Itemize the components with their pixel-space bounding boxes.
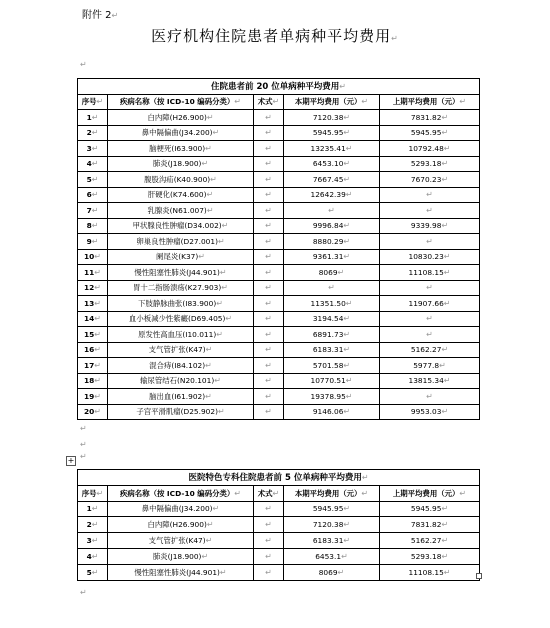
cell-procedure: ↵ — [254, 187, 284, 203]
cell-previous-avg-cost: 13815.34↵ — [380, 373, 480, 389]
cell-previous-avg-cost: ↵ — [380, 311, 480, 327]
cell-current-avg-cost: 6183.31↵ — [284, 533, 380, 549]
cell-previous-avg-cost: 5945.95↵ — [380, 501, 480, 517]
cell-row-number: 6↵ — [78, 187, 108, 203]
cell-disease-name: 肝硬化(K74.600)↵ — [108, 187, 254, 203]
cell-current-avg-cost: ↵ — [284, 203, 380, 219]
cell-disease-name: 肺炎(J18.900)↵ — [108, 548, 254, 564]
cell-current-avg-cost: 13235.41↵ — [284, 141, 380, 157]
cell-disease-name: 原发性高血压(I10.011)↵ — [108, 327, 254, 343]
table-row — [78, 342, 480, 358]
cell-row-number: 16↵ — [78, 342, 108, 358]
cell-procedure: ↵ — [254, 172, 284, 188]
cell-row-number: 7↵ — [78, 203, 108, 219]
cell-current-avg-cost: 11351.50↵ — [284, 296, 380, 312]
table-row — [78, 373, 480, 389]
cell-disease-name: 下肢静脉曲张(I83.900)↵ — [108, 296, 254, 312]
cell-disease-name: 胃十二指肠溃疡(K27.903)↵ — [108, 280, 254, 296]
cell-row-number: 14↵ — [78, 311, 108, 327]
cell-row-number: 3↵ — [78, 141, 108, 157]
cell-previous-avg-cost: ↵ — [380, 203, 480, 219]
cell-current-avg-cost: 6891.73↵ — [284, 327, 380, 343]
cell-procedure: ↵ — [254, 404, 284, 420]
cell-current-avg-cost: 6183.31↵ — [284, 342, 380, 358]
cell-disease-name: 白内障(H26.900)↵ — [108, 517, 254, 533]
table-row — [78, 404, 480, 420]
cell-row-number: 4↵ — [78, 156, 108, 172]
cell-previous-avg-cost: 5945.95↵ — [380, 125, 480, 141]
cell-procedure: ↵ — [254, 501, 284, 517]
cell-current-avg-cost: 7120.38↵ — [284, 110, 380, 126]
cell-current-avg-cost: 10770.51↵ — [284, 373, 380, 389]
cell-procedure: ↵ — [254, 373, 284, 389]
cell-row-number: 1↵ — [78, 501, 108, 517]
table-row — [78, 311, 480, 327]
cell-current-avg-cost: 5945.95↵ — [284, 125, 380, 141]
table-row — [78, 156, 480, 172]
cell-procedure: ↵ — [254, 327, 284, 343]
table-caption: 住院患者前 20 位单病种平均费用↵ — [78, 79, 480, 95]
table-row — [78, 249, 480, 265]
cell-procedure: ↵ — [254, 280, 284, 296]
table-row — [78, 548, 480, 564]
table-header-row — [78, 485, 480, 501]
cell-current-avg-cost: 12642.39↵ — [284, 187, 380, 203]
cell-disease-name: 阑尾炎(K37)↵ — [108, 249, 254, 265]
cell-row-number: 10↵ — [78, 249, 108, 265]
table-caption: 医院特色专科住院患者前 5 位单病种平均费用↵ — [78, 470, 480, 486]
cell-procedure: ↵ — [254, 564, 284, 580]
header-current-avg-cost: 本期平均费用（元）↵ — [284, 94, 380, 110]
cell-row-number: 18↵ — [78, 373, 108, 389]
cell-current-avg-cost: 7120.38↵ — [284, 517, 380, 533]
cell-procedure: ↵ — [254, 265, 284, 281]
cell-previous-avg-cost: 7831.82↵ — [380, 517, 480, 533]
cell-row-number: 13↵ — [78, 296, 108, 312]
table-row — [78, 327, 480, 343]
cell-disease-name: 子宫平滑肌瘤(D25.902)↵ — [108, 404, 254, 420]
cell-row-number: 1↵ — [78, 110, 108, 126]
cell-previous-avg-cost: 10830.23↵ — [380, 249, 480, 265]
cell-disease-name: 混合痔(I84.102)↵ — [108, 358, 254, 374]
cell-row-number: 19↵ — [78, 389, 108, 405]
cell-procedure: ↵ — [254, 125, 284, 141]
header-row-number: 序号↵ — [78, 485, 108, 501]
cell-previous-avg-cost: 11108.15↵ — [380, 265, 480, 281]
cell-disease-name: 输尿管结石(N20.101)↵ — [108, 373, 254, 389]
table-row — [78, 517, 480, 533]
cell-current-avg-cost: 5701.58↵ — [284, 358, 380, 374]
cell-current-avg-cost: 9146.06↵ — [284, 404, 380, 420]
table-row — [78, 141, 480, 157]
cell-row-number: 9↵ — [78, 234, 108, 250]
document-title: 医疗机构住院患者单病种平均费用↵ — [151, 27, 399, 45]
table-row — [78, 218, 480, 234]
cell-row-number: 3↵ — [78, 533, 108, 549]
cell-procedure: ↵ — [254, 358, 284, 374]
table-row — [78, 172, 480, 188]
cell-previous-avg-cost: 5293.18↵ — [380, 548, 480, 564]
cell-current-avg-cost: 8069↵ — [284, 265, 380, 281]
top20-table — [77, 78, 480, 420]
cell-previous-avg-cost: ↵ — [380, 280, 480, 296]
table-row — [78, 280, 480, 296]
table-row — [78, 125, 480, 141]
specialty-top5-table — [77, 469, 480, 581]
cell-previous-avg-cost: 10792.48↵ — [380, 141, 480, 157]
table-row — [78, 265, 480, 281]
table-row — [78, 389, 480, 405]
cell-disease-name: 腹股沟疝(K40.900)↵ — [108, 172, 254, 188]
cell-previous-avg-cost: 5162.27↵ — [380, 342, 480, 358]
cell-procedure: ↵ — [254, 311, 284, 327]
cell-previous-avg-cost: ↵ — [380, 187, 480, 203]
paragraph-mark: ↵ — [80, 588, 87, 597]
cell-previous-avg-cost: 9339.98↵ — [380, 218, 480, 234]
cell-disease-name: 甲状腺良性肿瘤(D34.002)↵ — [108, 218, 254, 234]
cell-current-avg-cost: 6453.10↵ — [284, 156, 380, 172]
cell-procedure: ↵ — [254, 110, 284, 126]
annex-label: 附件 2↵ — [82, 10, 119, 21]
table-resize-handle[interactable] — [476, 573, 482, 579]
cell-disease-name: 脑梗死(I63.900)↵ — [108, 141, 254, 157]
cell-row-number: 2↵ — [78, 125, 108, 141]
cell-disease-name: 鼻中隔偏曲(J34.200)↵ — [108, 125, 254, 141]
cell-procedure: ↵ — [254, 548, 284, 564]
cell-disease-name: 鼻中隔偏曲(J34.200)↵ — [108, 501, 254, 517]
cell-current-avg-cost: 9361.31↵ — [284, 249, 380, 265]
table-row — [78, 234, 480, 250]
cell-previous-avg-cost: 7831.82↵ — [380, 110, 480, 126]
cell-procedure: ↵ — [254, 203, 284, 219]
cell-disease-name: 血小板减少性紫癜(D69.405)↵ — [108, 311, 254, 327]
header-previous-avg-cost: 上期平均费用（元）↵ — [380, 94, 480, 110]
cell-previous-avg-cost: 5162.27↵ — [380, 533, 480, 549]
cell-disease-name: 支气管扩张(K47)↵ — [108, 342, 254, 358]
header-disease-name: 疾病名称（按 ICD-10 编码分类）↵ — [108, 94, 254, 110]
cell-disease-name: 卵巢良性肿瘤(D27.001)↵ — [108, 234, 254, 250]
table-row — [78, 501, 480, 517]
cell-row-number: 12↵ — [78, 280, 108, 296]
cell-current-avg-cost: 6453.1↵ — [284, 548, 380, 564]
cell-row-number: 5↵ — [78, 172, 108, 188]
cell-current-avg-cost: 8069↵ — [284, 564, 380, 580]
cell-procedure: ↵ — [254, 389, 284, 405]
paragraph-mark: ↵ — [80, 452, 87, 461]
cell-disease-name: 慢性阻塞性肺炎(J44.901)↵ — [108, 265, 254, 281]
cell-row-number: 8↵ — [78, 218, 108, 234]
table-row — [78, 187, 480, 203]
cell-current-avg-cost: 3194.54↵ — [284, 311, 380, 327]
cell-procedure: ↵ — [254, 296, 284, 312]
cell-previous-avg-cost: ↵ — [380, 389, 480, 405]
cell-procedure: ↵ — [254, 342, 284, 358]
cell-previous-avg-cost: 11108.15↵ — [380, 564, 480, 580]
paragraph-mark: ↵ — [80, 440, 87, 449]
table-move-handle-icon[interactable]: + — [67, 456, 75, 465]
table-row — [78, 358, 480, 374]
cell-previous-avg-cost: 11907.66↵ — [380, 296, 480, 312]
cell-procedure: ↵ — [254, 141, 284, 157]
cell-current-avg-cost: 5945.95↵ — [284, 501, 380, 517]
cell-previous-avg-cost: ↵ — [380, 234, 480, 250]
cell-previous-avg-cost: 5293.18↵ — [380, 156, 480, 172]
table-row — [78, 564, 480, 580]
cell-previous-avg-cost: 9953.03↵ — [380, 404, 480, 420]
cell-procedure: ↵ — [254, 517, 284, 533]
cell-previous-avg-cost: 5977.8↵ — [380, 358, 480, 374]
table-row — [78, 110, 480, 126]
cell-row-number: 20↵ — [78, 404, 108, 420]
cell-row-number: 2↵ — [78, 517, 108, 533]
cell-row-number: 4↵ — [78, 548, 108, 564]
cell-disease-name: 脑出血(I61.902)↵ — [108, 389, 254, 405]
cell-disease-name: 白内障(H26.900)↵ — [108, 110, 254, 126]
cell-current-avg-cost: 8880.29↵ — [284, 234, 380, 250]
cell-procedure: ↵ — [254, 249, 284, 265]
cell-current-avg-cost: 9996.84↵ — [284, 218, 380, 234]
header-procedure: 术式↵ — [254, 94, 284, 110]
cell-procedure: ↵ — [254, 218, 284, 234]
table-row — [78, 296, 480, 312]
header-row-number: 序号↵ — [78, 94, 108, 110]
header-previous-avg-cost: 上期平均费用（元）↵ — [380, 485, 480, 501]
cell-row-number: 11↵ — [78, 265, 108, 281]
cell-row-number: 5↵ — [78, 564, 108, 580]
cell-procedure: ↵ — [254, 533, 284, 549]
paragraph-mark: ↵ — [80, 60, 87, 69]
cell-disease-name: 支气管扩张(K47)↵ — [108, 533, 254, 549]
table-header-row — [78, 94, 480, 110]
header-disease-name: 疾病名称（按 ICD-10 编码分类）↵ — [108, 485, 254, 501]
header-procedure: 术式↵ — [254, 485, 284, 501]
table-row — [78, 203, 480, 219]
cell-procedure: ↵ — [254, 234, 284, 250]
paragraph-mark: ↵ — [80, 424, 87, 433]
cell-disease-name: 乳腺炎(N61.007)↵ — [108, 203, 254, 219]
table-row — [78, 533, 480, 549]
cell-current-avg-cost: ↵ — [284, 280, 380, 296]
cell-current-avg-cost: 19378.95↵ — [284, 389, 380, 405]
cell-current-avg-cost: 7667.45↵ — [284, 172, 380, 188]
cell-row-number: 17↵ — [78, 358, 108, 374]
cell-procedure: ↵ — [254, 156, 284, 172]
cell-disease-name: 肺炎(J18.900)↵ — [108, 156, 254, 172]
cell-disease-name: 慢性阻塞性肺炎(J44.901)↵ — [108, 564, 254, 580]
header-current-avg-cost: 本期平均费用（元）↵ — [284, 485, 380, 501]
cell-previous-avg-cost: ↵ — [380, 327, 480, 343]
cell-previous-avg-cost: 7670.23↵ — [380, 172, 480, 188]
cell-row-number: 15↵ — [78, 327, 108, 343]
